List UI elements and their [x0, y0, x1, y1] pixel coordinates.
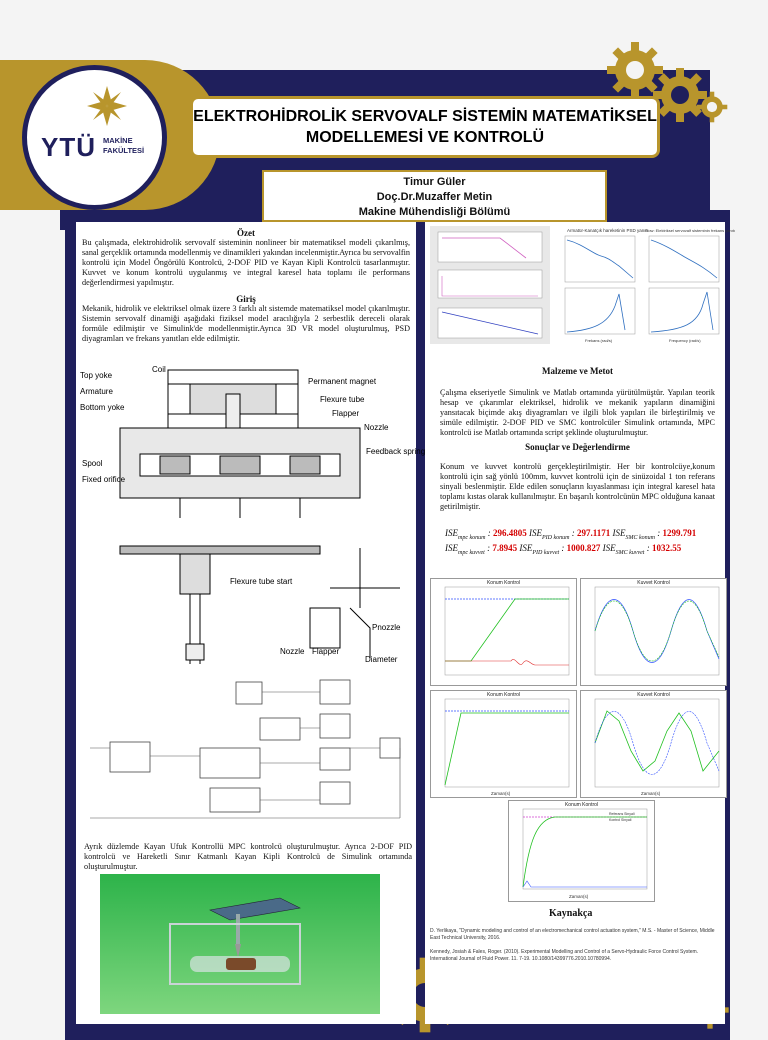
label-pnozzle: Pnozzle	[372, 623, 401, 632]
plot-kuvvet-smc	[580, 690, 727, 798]
plot-konum-mpc	[508, 800, 655, 902]
label-fixed-orifice: Fixed orifice	[82, 475, 126, 484]
plot-title: Konum Kontrol	[486, 580, 521, 586]
author-name: Timur Güler	[403, 176, 466, 188]
plot-title: Konum Kontrol	[486, 692, 521, 698]
label-flexure-tube: Flexure tube	[320, 395, 365, 404]
abstract-title: Özet	[237, 228, 255, 238]
simulink-model-diagram	[80, 678, 410, 828]
svg-text:Zaman(s): Zaman(s)	[569, 894, 589, 899]
university-logo	[22, 65, 167, 210]
label-spool: Spool	[82, 459, 103, 468]
psd-small-plots	[430, 226, 550, 344]
intro-title: Giriş	[236, 294, 256, 304]
psd-xlabel: Frekans (rad/s)	[585, 338, 613, 343]
freq-xlabel: Frequency (rad/s)	[669, 338, 701, 343]
plot-konum-smc	[430, 690, 577, 798]
author-block	[262, 170, 607, 222]
label-flapper-small: Flapper	[312, 647, 340, 656]
title-line-1: ELEKTROHİDROLİK SERVOVALF SİSTEMİN MATEMATİKSEL	[193, 108, 657, 125]
logo-faculty: MAKİNE FAKÜLTESİ	[103, 136, 145, 155]
label-flexure-tube-start: Flexure tube start	[230, 577, 293, 586]
plot-title: Konum Kontrol	[564, 802, 599, 808]
star-emblem-icon	[87, 86, 127, 126]
label-bottom-yoke: Bottom yoke	[80, 403, 125, 412]
advisor-name: Doç.Dr.Muzaffer Metin	[376, 191, 493, 203]
title-line-2: MODELLEMESİ VE KONTROLÜ	[305, 129, 545, 146]
ise-mpc-kuvvet: 7.8945	[492, 543, 518, 553]
ise-row-konum: $ISE_{mpc konum}$ : 296.4805 $ISE_{PID konum}$ : 297.1171 $ISE_{SMC konum}$ : 1299.791	[445, 528, 697, 541]
mpc-note-text: Ayrık düzlemde Kayan Ufuk Kontrollü MPC kontrolcü oluşturulmuştur. Ayrıca 2-DOF PID kontrolcü ve Hareketli Sınır Katmanlı Kayan Kipli Kontrolcü de Simulink ortamında oluşturulmuştur.	[84, 842, 412, 871]
mpc-note	[80, 842, 416, 872]
references-list	[430, 928, 722, 962]
methods-text: Çalışma ekseriyetle Simulink ve Matlab ortamında yürütülmüştür. Yapılan teorik hesap ve çıkarımlar elektriksel, hidrolik ve mekanik yapıların dinamiğini yansıtacak biçimde akış diyagramları ve ilgili blok yapıları ile birleştirilmiş ve simüle edilmiştir. 2-DOF PID ve SMC kontrolcüler Simulink ortamında, MPC kontrolcü ise Matlab ortamında script şeklinde oluşturulmuştur.	[440, 388, 715, 437]
logo-abbreviation: YTÜ	[41, 132, 96, 162]
methods-section	[430, 366, 725, 512]
poster-title	[190, 96, 660, 158]
label-armature: Armature	[80, 387, 113, 396]
ise-smc-konum: 1299.791	[662, 528, 697, 538]
label-flapper: Flapper	[332, 409, 360, 418]
label-coil: Coil	[152, 365, 166, 374]
ise-pid-konum: 297.1171	[577, 528, 611, 538]
vr-3d-model	[100, 874, 380, 1014]
label-nozzle: Nozzle	[364, 423, 389, 432]
results-title: Sonuçlar ve Değerlendirme	[525, 442, 630, 452]
gear-icon	[695, 90, 729, 124]
references-title: Kaynakça	[549, 908, 593, 919]
svg-text:Zaman(s): Zaman(s)	[641, 791, 661, 796]
label-permanent-magnet: Permanent magnet	[308, 377, 377, 386]
reference-2: Kennedy, Josiah & Fales, Roger. (2010). Experimental Modelling and Control of a Servo-Hydraulic Force Control System. International Journal of Fluid Power. 11. 7-19. 10.1080/14399776.2010.10780994.	[430, 949, 699, 962]
plot-title: Kuvvet Kontrol	[637, 692, 670, 698]
label-feedback-spring: Feedback spring	[366, 447, 426, 456]
servovalve-diagram	[80, 364, 426, 524]
methods-title: Malzeme ve Metot	[542, 366, 613, 376]
plot-title: Kuvvet Kontrol	[637, 580, 670, 586]
ise-mpc-konum: 296.4805	[493, 528, 527, 538]
abstract-text: Bu çalışmada, elektrohidrolik servovalf sisteminin nonlineer bir matematiksel modeli çıkarılmış, sanal gerçeklik ortamında modellenmiş ve dinamikleri yakından incelenmiştir.Ayrıca bu servovalfin kontrolü için Model Öngörülü Kontrolcü, 2-DOF PID ve Kayan Kipli Kontrolcü tasarlanmıştır. Kuvvet ve konum kontrolü uygulanmış ve integral karesel hata toplamı ile performans değerlendirmesi yapılmıştır.	[82, 238, 410, 287]
intro-text: Mekanik, hidrolik ve elektriksel olmak üzere 3 farklı alt sistemde matematiksel model çıkarılmıştır. Sistemin servovalf dinamiği aşağıdaki fiziksel model aracılığıyla 2 serbestlik dereceli olarak formüle edilmiştir ve Simulink'de modellenmiştir.Ayrıca 3D VR model oluşturulmuş, PSD diyagramları ve frekans yanıtları elde edilmiştir.	[82, 304, 410, 343]
label-nozzle-small: Nozzle	[280, 647, 305, 656]
plot-kuvvet-pid	[580, 578, 727, 686]
flapper-mechanics-diagram	[80, 528, 410, 676]
label-top-yoke: Top yoke	[80, 371, 113, 380]
psd-title-left: Armatür-Kanatçık hareketinin PSD yanıtı	[567, 228, 649, 233]
ise-smc-kuvvet: 1032.55	[651, 543, 682, 553]
department-name: Makine Mühendisliği Bölümü	[358, 206, 511, 218]
frequency-response-plots	[553, 226, 736, 344]
ise-row-kuvvet: $ISE_{mpc kuvvet}$ : 7.8945 $ISE_{PID kuvvet}$ : 1000.827 $ISE_{SMC kuvvet}$ : 1032.55	[445, 543, 682, 556]
svg-text:Zaman(s): Zaman(s)	[491, 791, 511, 796]
reference-1: D. Yerlikaya, "Dynamic modeling and control of an electromechanical control actuation system," M.S. - Master of Science, Middle East Technical University, 2016.	[430, 928, 715, 941]
results-text: Konum ve kuvvet kontrolü gerçekleştirilmiştir. Her bir kontrolcüye,konum kontrolü için sağ yönlü 100mm, kuvvet kontrolü için de sinüzoidal 1 ton referans sinyali beslenmiştir. Elde edilen sonuçların kıyaslanması için integral karesel hata toplamı kıstas olarak kullanılmıştır. En başarılı kontrolcünün MPC olduğuna kanaat getirilmiştir.	[440, 462, 715, 511]
svg-text:Referans Sinyali: Referans Sinyali	[609, 812, 635, 816]
psd-title-right: Flow: Elektriksel servovalf sisteminin frekans yanıtı	[645, 228, 736, 233]
svg-text:Kontrol Sinyali: Kontrol Sinyali	[609, 818, 632, 822]
ise-pid-kuvvet: 1000.827	[566, 543, 601, 553]
plot-konum-pid	[430, 578, 577, 686]
label-diameter: Diameter	[365, 655, 398, 664]
